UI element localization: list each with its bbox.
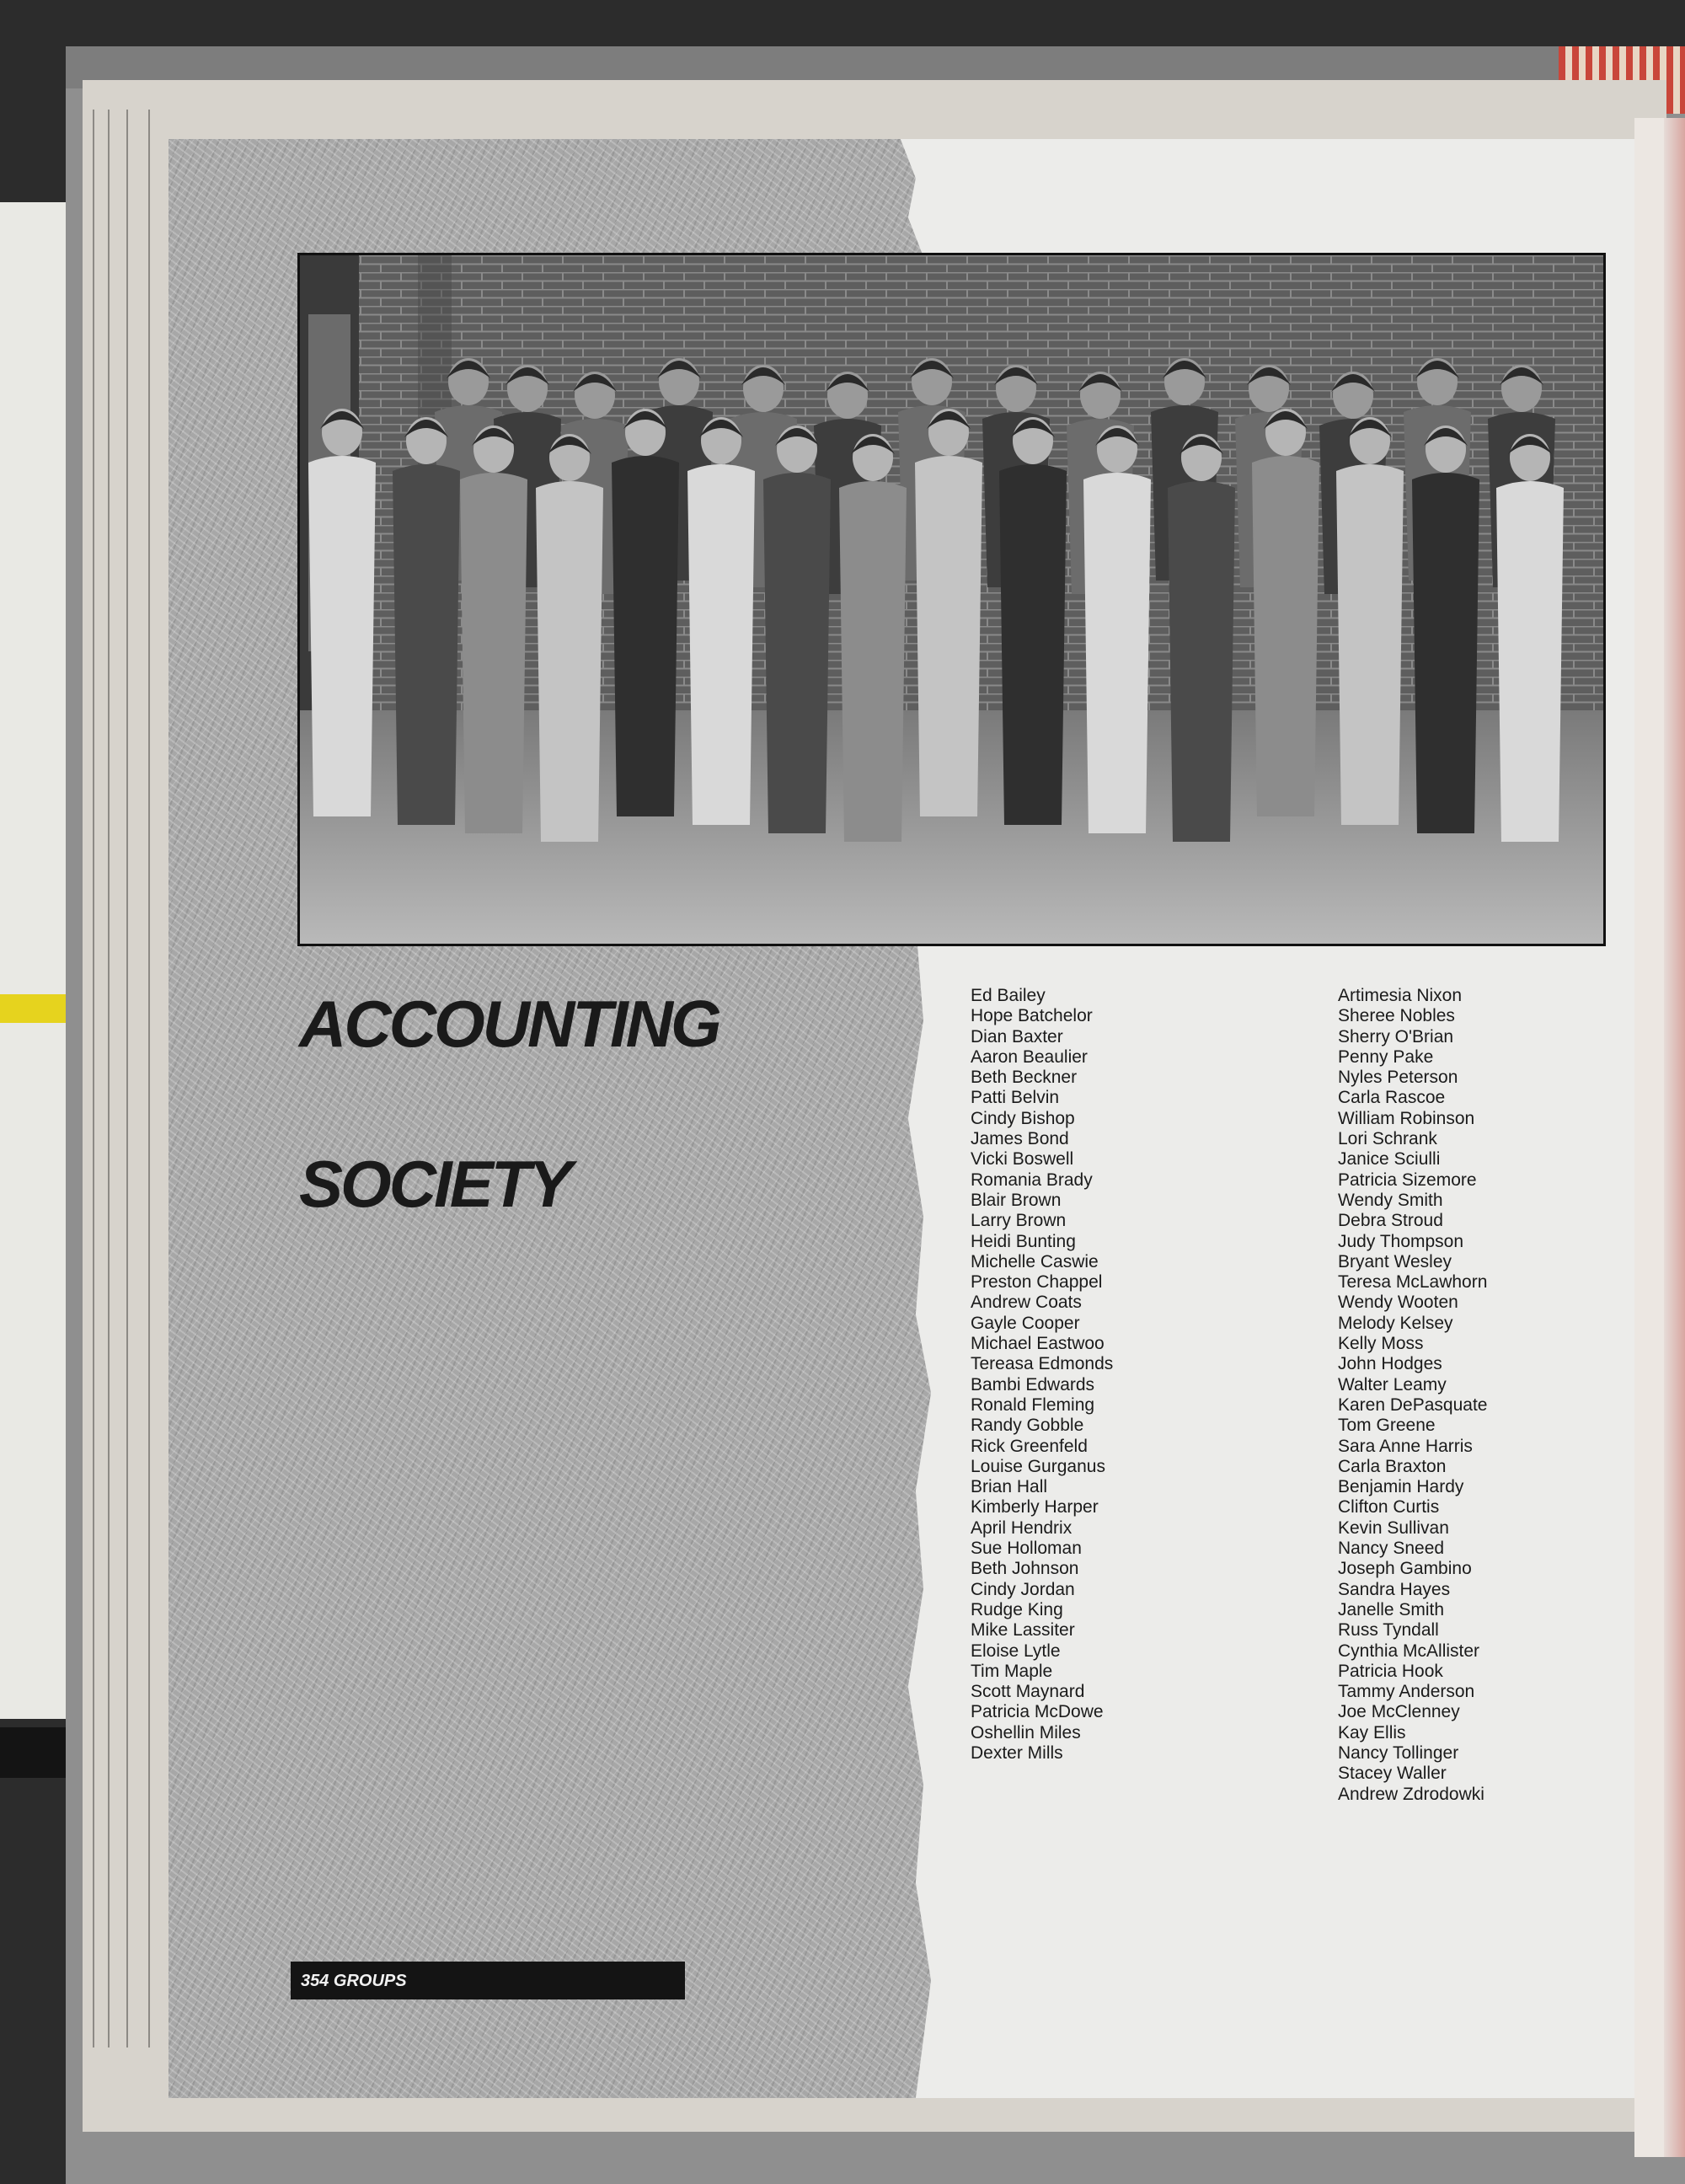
member-name: Cynthia McAllister <box>1338 1641 1480 1661</box>
member-name: Kevin Sullivan <box>1338 1518 1449 1538</box>
member-name: Preston Chappel <box>971 1272 1103 1293</box>
member-name: Wendy Wooten <box>1338 1293 1458 1313</box>
member-name: Nancy Sneed <box>1338 1539 1445 1559</box>
member-name: Beth Beckner <box>971 1068 1078 1088</box>
member-name: Wendy Smith <box>1338 1190 1443 1210</box>
member-name: Penny Pake <box>1338 1046 1434 1067</box>
person-shape <box>687 464 755 825</box>
member-name: Tom Greene <box>1338 1416 1436 1436</box>
member-name: Bambi Edwards <box>971 1374 1095 1394</box>
person-shape <box>536 481 603 842</box>
person-shape <box>1252 456 1319 816</box>
member-name: John Hodges <box>1338 1354 1442 1374</box>
left-page-edge <box>0 202 66 1719</box>
member-name: Aaron Beaulier <box>971 1046 1088 1067</box>
dark-tab <box>0 1727 66 1778</box>
member-name: Beth Johnson <box>971 1559 1079 1579</box>
member-name: Patricia Sizemore <box>1338 1170 1477 1190</box>
member-name: Patti Belvin <box>971 1088 1060 1108</box>
member-name: Melody Kelsey <box>1338 1313 1453 1333</box>
page-stack-line <box>93 110 94 2048</box>
person-shape <box>763 473 831 833</box>
member-name: Larry Brown <box>971 1211 1067 1231</box>
member-name: Clifton Curtis <box>1338 1497 1440 1518</box>
member-name: Tim Maple <box>971 1661 1053 1681</box>
member-name: Carla Braxton <box>1338 1456 1447 1476</box>
member-name: Eloise Lytle <box>971 1641 1061 1661</box>
member-list-left <box>971 986 1113 1764</box>
person-shape <box>460 473 527 833</box>
member-name: Blair Brown <box>971 1190 1062 1210</box>
member-name: Karen DePasquate <box>1338 1394 1488 1415</box>
member-name: Ed Bailey <box>971 986 1046 1005</box>
photo-image <box>300 255 1603 944</box>
person-shape <box>308 456 376 816</box>
member-name: Kay Ellis <box>1338 1722 1406 1742</box>
member-name: Kimberly Harper <box>971 1497 1099 1518</box>
folio-bar <box>291 1962 685 1999</box>
member-name: April Hendrix <box>971 1518 1073 1538</box>
folio-label: 354 GROUPS <box>301 1972 407 1990</box>
member-name: Janelle Smith <box>1338 1599 1445 1619</box>
member-name: Walter Leamy <box>1338 1374 1447 1394</box>
member-name: Debra Stroud <box>1338 1211 1443 1231</box>
member-name: Scott Maynard <box>971 1682 1085 1702</box>
yellow-tab <box>0 994 66 1023</box>
member-name: Sue Holloman <box>971 1539 1082 1559</box>
member-name: Joe McClenney <box>1338 1702 1460 1722</box>
member-name: Brian Hall <box>971 1477 1048 1497</box>
group-photo <box>297 253 1606 946</box>
member-name: Mike Lassiter <box>971 1620 1075 1641</box>
member-name: Ronald Fleming <box>971 1394 1095 1415</box>
member-name: James Bond <box>971 1129 1069 1149</box>
member-name: Andrew Coats <box>971 1293 1082 1313</box>
member-name: Oshellin Miles <box>971 1722 1081 1742</box>
member-name: Carla Rascoe <box>1338 1088 1446 1108</box>
member-name: Sandra Hayes <box>1338 1579 1451 1599</box>
facing-page-tint <box>1664 118 1685 2157</box>
member-name: Patricia McDowe <box>971 1702 1104 1722</box>
people-group <box>308 358 1564 842</box>
page-stack-line <box>126 110 128 2048</box>
member-name: Tammy Anderson <box>1338 1682 1475 1702</box>
member-name: Nyles Peterson <box>1338 1068 1458 1088</box>
person-shape <box>1168 481 1235 842</box>
member-name: William Robinson <box>1338 1108 1475 1128</box>
page-stack-line <box>148 110 150 2048</box>
member-list-right <box>1338 986 1487 1805</box>
member-name: Louise Gurganus <box>971 1456 1105 1476</box>
member-name: Randy Gobble <box>971 1416 1084 1436</box>
person-shape <box>393 464 460 825</box>
member-name: Andrew Zdrodowki <box>1338 1784 1484 1804</box>
member-name: Dexter Mills <box>971 1742 1063 1763</box>
member-name: Tereasa Edmonds <box>971 1354 1114 1374</box>
member-name: Russ Tyndall <box>1338 1620 1439 1641</box>
heading-accounting: ACCOUNTING <box>299 987 719 1061</box>
member-name: Sara Anne Harris <box>1338 1436 1473 1456</box>
member-name: Rick Greenfeld <box>971 1436 1088 1456</box>
person-shape <box>915 456 982 816</box>
member-name: Benjamin Hardy <box>1338 1477 1464 1497</box>
person-shape <box>1412 473 1479 833</box>
member-name: Michael Eastwoo <box>971 1334 1105 1354</box>
member-name: Michelle Caswie <box>971 1251 1099 1271</box>
person-shape <box>612 456 679 816</box>
member-name: Nancy Tollinger <box>1338 1742 1459 1763</box>
member-name: Cindy Bishop <box>971 1108 1075 1128</box>
member-name: Sheree Nobles <box>1338 1006 1455 1026</box>
member-name: Gayle Cooper <box>971 1313 1080 1333</box>
member-name: Judy Thompson <box>1338 1231 1464 1251</box>
person-shape <box>1083 473 1151 833</box>
member-name: Heidi Bunting <box>971 1231 1076 1251</box>
member-name: Lori Schrank <box>1338 1129 1437 1149</box>
member-name: Sherry O'Brian <box>1338 1026 1454 1046</box>
member-name: Artimesia Nixon <box>1338 986 1463 1005</box>
member-name: Janice Sciulli <box>1338 1149 1441 1170</box>
person-shape <box>1496 481 1564 842</box>
member-name: Bryant Wesley <box>1338 1251 1452 1271</box>
member-name: Patricia Hook <box>1338 1661 1443 1681</box>
page-stack-line <box>108 110 110 2048</box>
member-name: Vicki Boswell <box>971 1149 1074 1170</box>
member-name: Stacey Waller <box>1338 1764 1447 1784</box>
member-name: Kelly Moss <box>1338 1334 1424 1354</box>
member-name: Joseph Gambino <box>1338 1559 1472 1579</box>
member-name: Hope Batchelor <box>971 1006 1093 1026</box>
member-name: Teresa McLawhorn <box>1338 1272 1488 1293</box>
member-name: Dian Baxter <box>971 1026 1063 1046</box>
person-shape <box>999 464 1067 825</box>
person-shape <box>839 481 907 842</box>
member-name: Cindy Jordan <box>971 1579 1075 1599</box>
member-name: Romania Brady <box>971 1170 1093 1190</box>
heading-society: SOCIETY <box>299 1147 570 1221</box>
member-name: Rudge King <box>971 1599 1063 1619</box>
person-shape <box>1336 464 1404 825</box>
